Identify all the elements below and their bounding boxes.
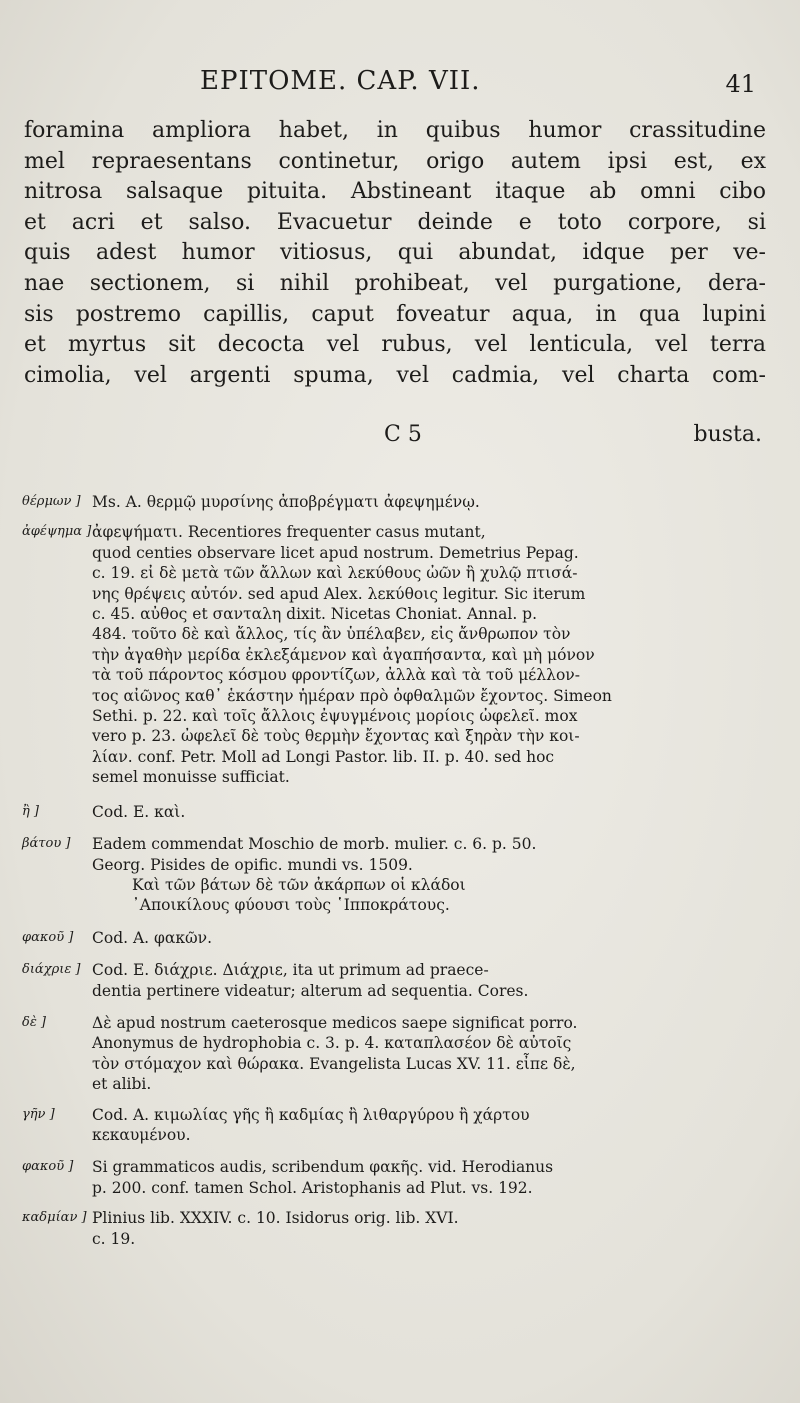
footnote-line: 484. τοῦτο δὲ καὶ ἄλλος, τίς ἂν ὑπέλαβεν, εἰς ἄνθρωπον τὸν xyxy=(92,625,571,644)
page-number: 41 xyxy=(725,70,756,98)
signature-mark: C 5 xyxy=(384,422,422,447)
footnote xyxy=(22,960,774,1001)
footnote xyxy=(22,834,774,916)
main-text-line: et acri et salso. Evacuetur deinde e toto corpore, si xyxy=(24,209,766,235)
footnote-lemma: ἀφέψημα ] xyxy=(22,524,92,540)
footnote-line: ἀφεψήματι. Recentiores frequenter casus mutant, xyxy=(92,523,486,542)
footnote-line: κεκαυμένου. xyxy=(92,1125,191,1144)
footnote-line: dentia pertinere videatur; alterum ad sequentia. Cores. xyxy=(92,981,529,1000)
footnote-body xyxy=(92,1208,774,1249)
main-text-line: sis postremo capillis, caput foveatur aqua, in qua lupini xyxy=(24,301,766,327)
page-header xyxy=(30,62,770,102)
footnote-body xyxy=(92,834,774,916)
footnote xyxy=(22,802,774,822)
footnote-lemma: καδμίαν ] xyxy=(22,1210,87,1226)
footnote-line: c. 19. xyxy=(92,1229,136,1248)
footnotes-section xyxy=(22,482,774,1249)
footnote-line: Eadem commendat Moschio de morb. mulier. c. 6. p. 50. xyxy=(92,835,537,854)
footnote-lemma: δὲ ] xyxy=(22,1014,47,1030)
main-text-line: cimolia, vel argenti spuma, vel cadmia, vel charta com- xyxy=(24,362,766,388)
footnote-line: Ms. A. θερμῷ μυρσίνης ἀποβρέγματι ἀφεψημένῳ. xyxy=(92,493,480,511)
footnote xyxy=(22,1208,774,1249)
footnote xyxy=(22,928,774,948)
footnote-body xyxy=(92,1105,774,1146)
footnote-line: Anonymus de hydrophobia c. 3. p. 4. καταπλασέον δὲ αὐτοῖς xyxy=(92,1034,572,1053)
main-text-block xyxy=(24,116,766,391)
main-text-line: foramina ampliora habet, in quibus humor crassitudine xyxy=(24,118,766,143)
footnote-lemma: ἢ ] xyxy=(22,803,39,819)
footnote-lemma: βάτου ] xyxy=(22,836,71,852)
verse-quotation-line: Καὶ τῶν βάτων δὲ τῶν ἀκάρπων οἱ κλάδοι xyxy=(132,875,466,894)
footnote-line: c. 45. αὐθος et σανταλη dixit. Nicetas Choniat. Annal. p. xyxy=(92,605,538,624)
footnote-line: τὴν ἀγαθὴν μερίδα ἐκλεξάμενον καὶ ἀγαπήσαντα, καὶ μὴ μόνον xyxy=(92,645,595,664)
main-text-line: et myrtus sit decocta vel rubus, vel lenticula, vel terra xyxy=(24,332,766,358)
footnote-line: vero p. 23. ὠφελεῖ δὲ τοὺς θερμὴν ἔχοντας καὶ ξηρὰν τὴν κοι- xyxy=(92,727,580,746)
footnote-body xyxy=(92,1013,774,1095)
footnote-body xyxy=(92,928,774,948)
footnote-lemma: θέρμων ] xyxy=(22,494,81,509)
catchword: busta. xyxy=(693,422,762,447)
footnote xyxy=(22,1013,774,1095)
footnote xyxy=(22,492,774,512)
verse-quotation-line: ᾿Αποικίλους φύουσι τοὺς ῾Ιπποκράτους. xyxy=(132,896,450,915)
footnote-lemma: φακοῦ ] xyxy=(22,1159,74,1175)
footnote-line: Cod. A. κιμωλίας γῆς ἢ καδμίας ἢ λιθαργύρου ἢ χάρτου xyxy=(92,1105,530,1124)
footnote xyxy=(22,522,774,787)
footnote-line: c. 19. εἰ δὲ μετὰ τῶν ἄλλων καὶ λεκύθους ὠῶν ἢ χυλῷ πτισά- xyxy=(92,564,578,583)
signature-line xyxy=(24,422,766,452)
footnote-lemma: διάχριε ] xyxy=(22,962,81,978)
footnote-line: p. 200. conf. tamen Schol. Aristophanis ad Plut. vs. 192. xyxy=(92,1178,533,1197)
footnote-line: et alibi. xyxy=(92,1075,152,1094)
footnote-body xyxy=(92,960,774,1001)
main-text-line: quis adest humor vitiosus, qui abundat, idque per ve- xyxy=(24,240,766,266)
footnote-body xyxy=(92,522,774,787)
footnote-line: λίαν. conf. Petr. Moll ad Longi Pastor. lib. II. p. 40. sed hoc xyxy=(92,747,555,766)
footnote-line: τος αἰῶνος καθ᾽ ἑκάστην ἡμέραν πρὸ ὀφθαλμῶν ἔχοντος. Simeon xyxy=(92,686,612,705)
footnote-line: Si grammaticos audis, scribendum φακῆς. vid. Herodianus xyxy=(92,1158,554,1177)
footnote-body xyxy=(92,492,774,512)
footnote-line: Plinius lib. XXXIV. c. 10. Isidorus orig. lib. XVI. xyxy=(92,1209,459,1228)
footnote xyxy=(22,1105,774,1146)
footnote-line: Georg. Pisides de opific. mundi vs. 1509. xyxy=(92,855,413,874)
footnote-lemma: φακοῦ ] xyxy=(22,929,74,945)
footnote-line: Δὲ apud nostrum caeterosque medicos saepe significat porro. xyxy=(92,1013,578,1032)
footnote-line: Sethi. p. 22. καὶ τοῖς ἄλλοις ἐψυγμένοις μορίοις ὠφελεῖ. mox xyxy=(92,707,578,726)
footnote-body xyxy=(92,1157,774,1198)
footnote-lemma: γῆν ] xyxy=(22,1106,55,1122)
footnote-line: quod centies observare licet apud nostrum. Demetrius Pepag. xyxy=(92,543,579,562)
footnote-line: Cod. A. φακῶν. xyxy=(92,928,213,947)
running-head: EPITOME. CAP. VII. xyxy=(200,66,481,96)
main-text-line: nitrosa salsaque pituita. Abstineant itaque ab omni cibo xyxy=(24,179,766,205)
main-text-line: nae sectionem, si nihil prohibeat, vel purgatione, dera- xyxy=(24,270,766,296)
footnote-line: νης θρέψεις αὐτόν. sed apud Alex. λεκύθοις legitur. Sic iterum xyxy=(92,584,586,603)
footnote-line: τὸν στόμαχον καὶ θώρακα. Evangelista Lucas XV. 11. εἶπε δὲ, xyxy=(92,1054,576,1073)
footnote-line: Cod. E. διάχριε. Διάχριε, ita ut primum ad praece- xyxy=(92,961,489,980)
footnote-line: Cod. E. καὶ. xyxy=(92,802,186,821)
main-text-line: mel repraesentans continetur, origo autem ipsi est, ex xyxy=(24,148,766,174)
footnote xyxy=(22,1157,774,1198)
footnote-line: semel monuisse sufficiat. xyxy=(92,768,290,787)
footnote-line: τὰ τοῦ πάροντος κόσμου φροντίζων, ἀλλὰ καὶ τὰ τοῦ μέλλον- xyxy=(92,666,580,685)
footnote-body xyxy=(92,802,774,822)
